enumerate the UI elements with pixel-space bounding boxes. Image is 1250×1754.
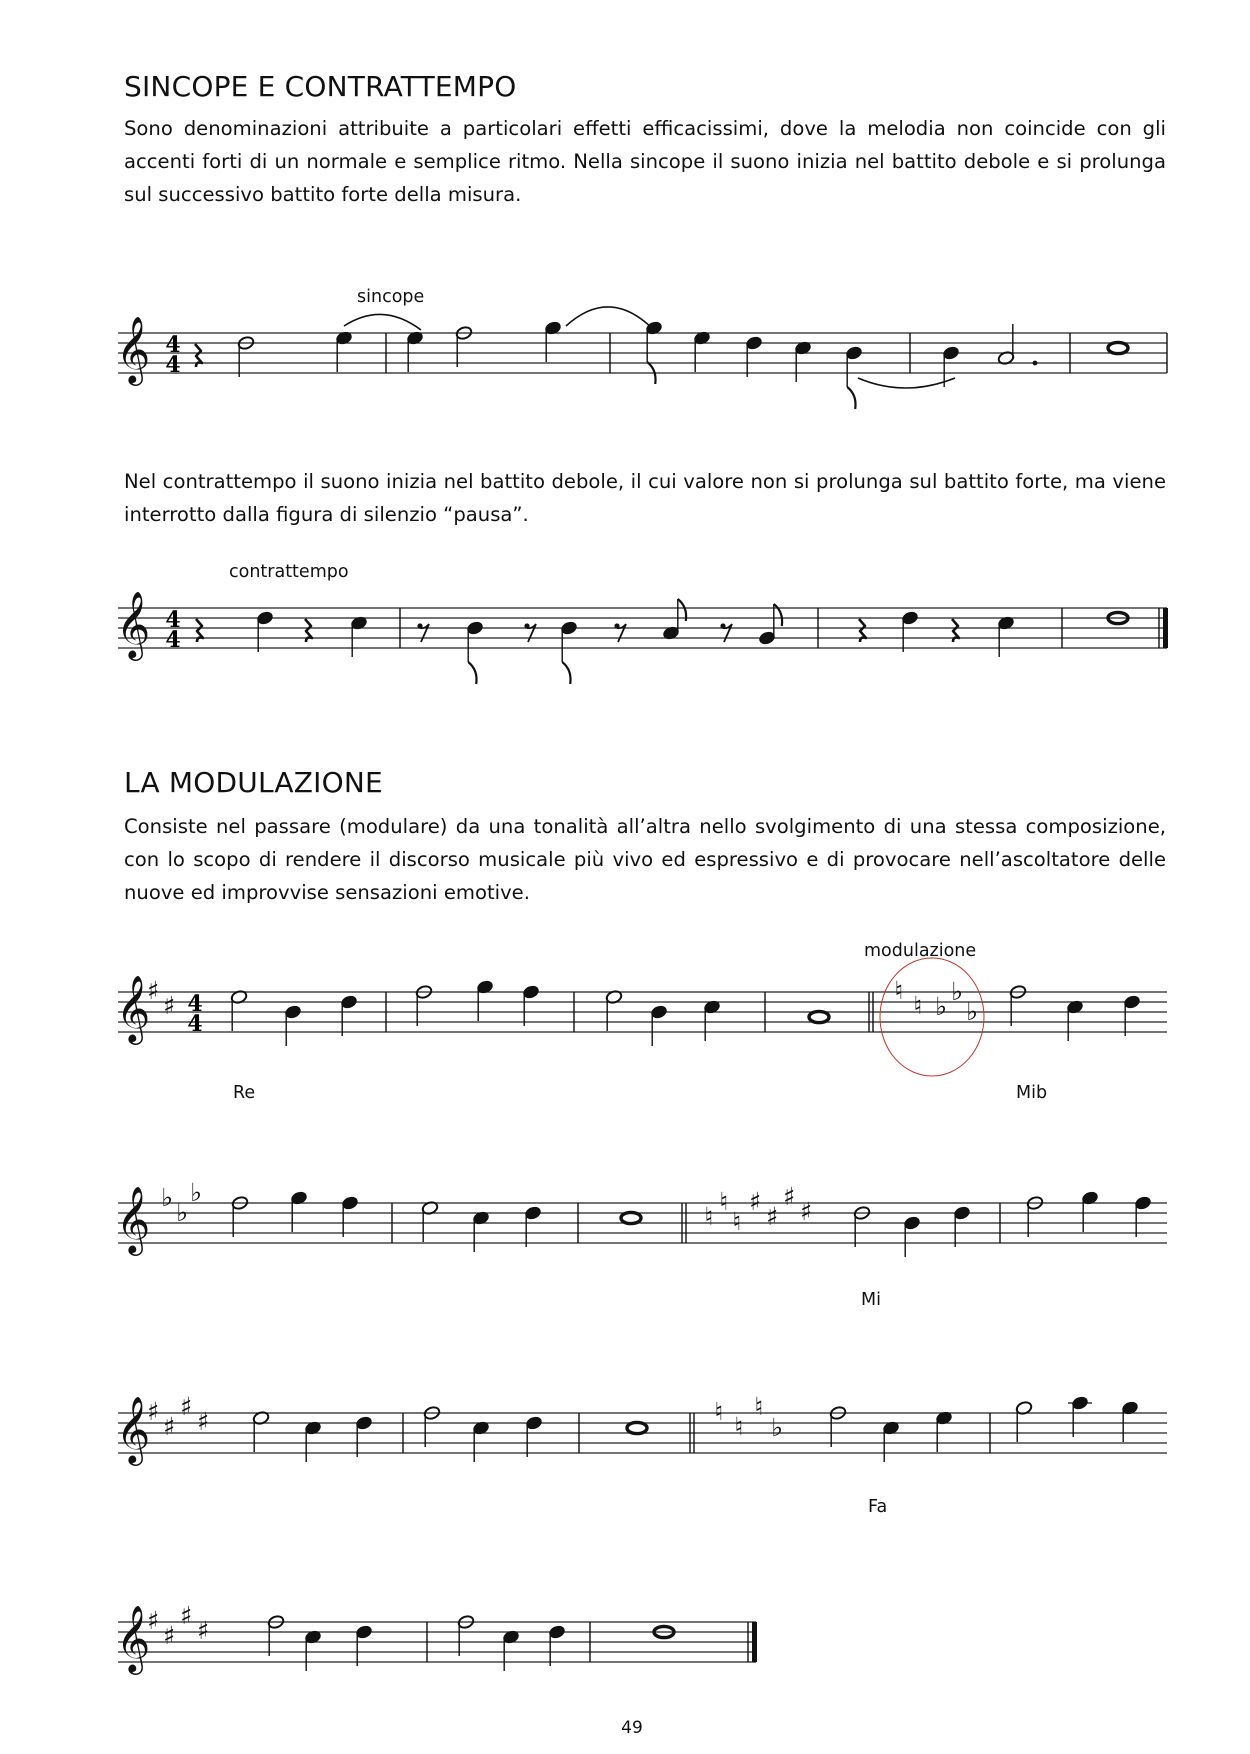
note-flag [468,662,476,684]
staff-contrattempo [0,580,1250,690]
staff-modulation-4 [0,1590,1250,1705]
natural-accidental: ♮ [894,976,904,1005]
quarter-rest [305,619,312,642]
flat-accidental: ♭ [951,977,963,1006]
syncopation-tie [566,307,654,330]
sincope-label: sincope [357,287,425,307]
staff-modulation-2 [0,1170,1250,1285]
key-label-re: Re [233,1083,256,1103]
syncopation-tie [344,314,421,330]
staff-syncopation [0,310,1250,430]
natural-accidental: ♮ [913,991,923,1020]
contrattempo-label: contrattempo [229,562,349,582]
syncopation-tie [858,378,955,388]
flat-accidental: ♭ [161,1183,173,1212]
time-signature-top: 4 [165,332,181,358]
quarter-rest [195,344,202,367]
flat-accidental: ♭ [771,1413,783,1442]
whole-note [809,1011,829,1022]
key-label-mi: Mi [861,1290,881,1310]
quarter-rest [196,619,203,642]
natural-accidental: ♮ [704,1202,714,1231]
modulazione-label: modulazione [864,941,977,961]
natural-accidental: ♮ [714,1397,724,1426]
augmentation-dot [1033,361,1038,366]
flat-accidental: ♭ [935,992,947,1021]
treble-clef: 𝄞 [116,315,151,383]
note-flag [774,604,782,626]
sharp-accidental: ♯ [162,991,176,1020]
modulation-paragraph: Consiste nel passare (modulare) da una tonalità all’altra nello svolgimento di una stessa composizione, con lo scopo di rendere il discorso musicale più vivo ed espressivo e di provocare nell’ascoltatore delle nuove ed improvvise sensazioni emotive. [124,815,1166,904]
staff-modulation-1 [0,960,1250,1075]
sharp-accidental: ♯ [765,1202,779,1231]
contrattempo-paragraph: Nel contrattempo il suono inizia nel battito debole, il cui valore non si prolunga sul battito forte, ma viene interrotto dalla figura di silenzio “pausa”. [124,470,1166,526]
note-flag [562,662,570,684]
section-title-modulation: LA MODULAZIONE [124,766,383,799]
note-flag [847,387,855,409]
sharp-accidental: ♯ [179,1392,193,1421]
staff-modulation-3 [0,1380,1250,1495]
final-barline [1163,608,1168,648]
sharp-accidental: ♯ [146,1606,160,1635]
sharp-accidental: ♯ [146,976,160,1005]
sharp-accidental: ♯ [782,1182,796,1211]
whole-note [621,1212,641,1223]
treble-clef: 𝄞 [116,1395,151,1463]
time-signature-bottom: 4 [187,1011,203,1037]
treble-clef: 𝄞 [116,1604,151,1672]
natural-accidental: ♮ [719,1187,729,1216]
flat-accidental: ♭ [966,997,978,1026]
treble-clef: 𝄞 [116,590,151,658]
sharp-accidental: ♯ [799,1197,813,1226]
whole-note [1108,342,1128,353]
whole-note [627,1422,647,1433]
natural-accidental: ♮ [754,1392,764,1421]
quarter-rest [952,619,959,642]
sharp-accidental: ♯ [146,1397,160,1426]
flat-accidental: ♭ [190,1178,202,1207]
treble-clef: 𝄞 [116,1185,151,1253]
section-title-syncopation: SINCOPE E CONTRATTEMPO [124,70,517,103]
time-signature-top: 4 [187,991,203,1017]
key-label-fa: Fa [868,1497,888,1517]
sharp-accidental: ♯ [162,1621,176,1650]
sharp-accidental: ♯ [196,1616,210,1645]
syncopation-paragraph: Sono denominazioni attribuite a particolari effetti efficacissimi, dove la melodia non coincide con gli accenti forti di un normale e semplice ritmo. Nella sincope il suono inizia nel battito debole e si prolunga sul successivo battito forte della misura. [124,117,1166,206]
natural-accidental: ♮ [734,1412,744,1441]
time-signature-top: 4 [165,607,181,633]
sharp-accidental: ♯ [179,1601,193,1630]
sharp-accidental: ♯ [162,1412,176,1441]
time-signature-bottom: 4 [165,627,181,653]
treble-clef: 𝄞 [116,974,151,1042]
sharp-accidental: ♯ [748,1187,762,1216]
natural-accidental: ♮ [732,1207,742,1236]
key-label-mib: Mib [1016,1083,1048,1103]
final-barline [752,1622,757,1662]
page-number: 49 [621,1718,643,1738]
sharp-accidental: ♯ [196,1407,210,1436]
quarter-rest [859,619,866,642]
time-signature-bottom: 4 [165,352,181,378]
flat-accidental: ♭ [176,1198,188,1227]
